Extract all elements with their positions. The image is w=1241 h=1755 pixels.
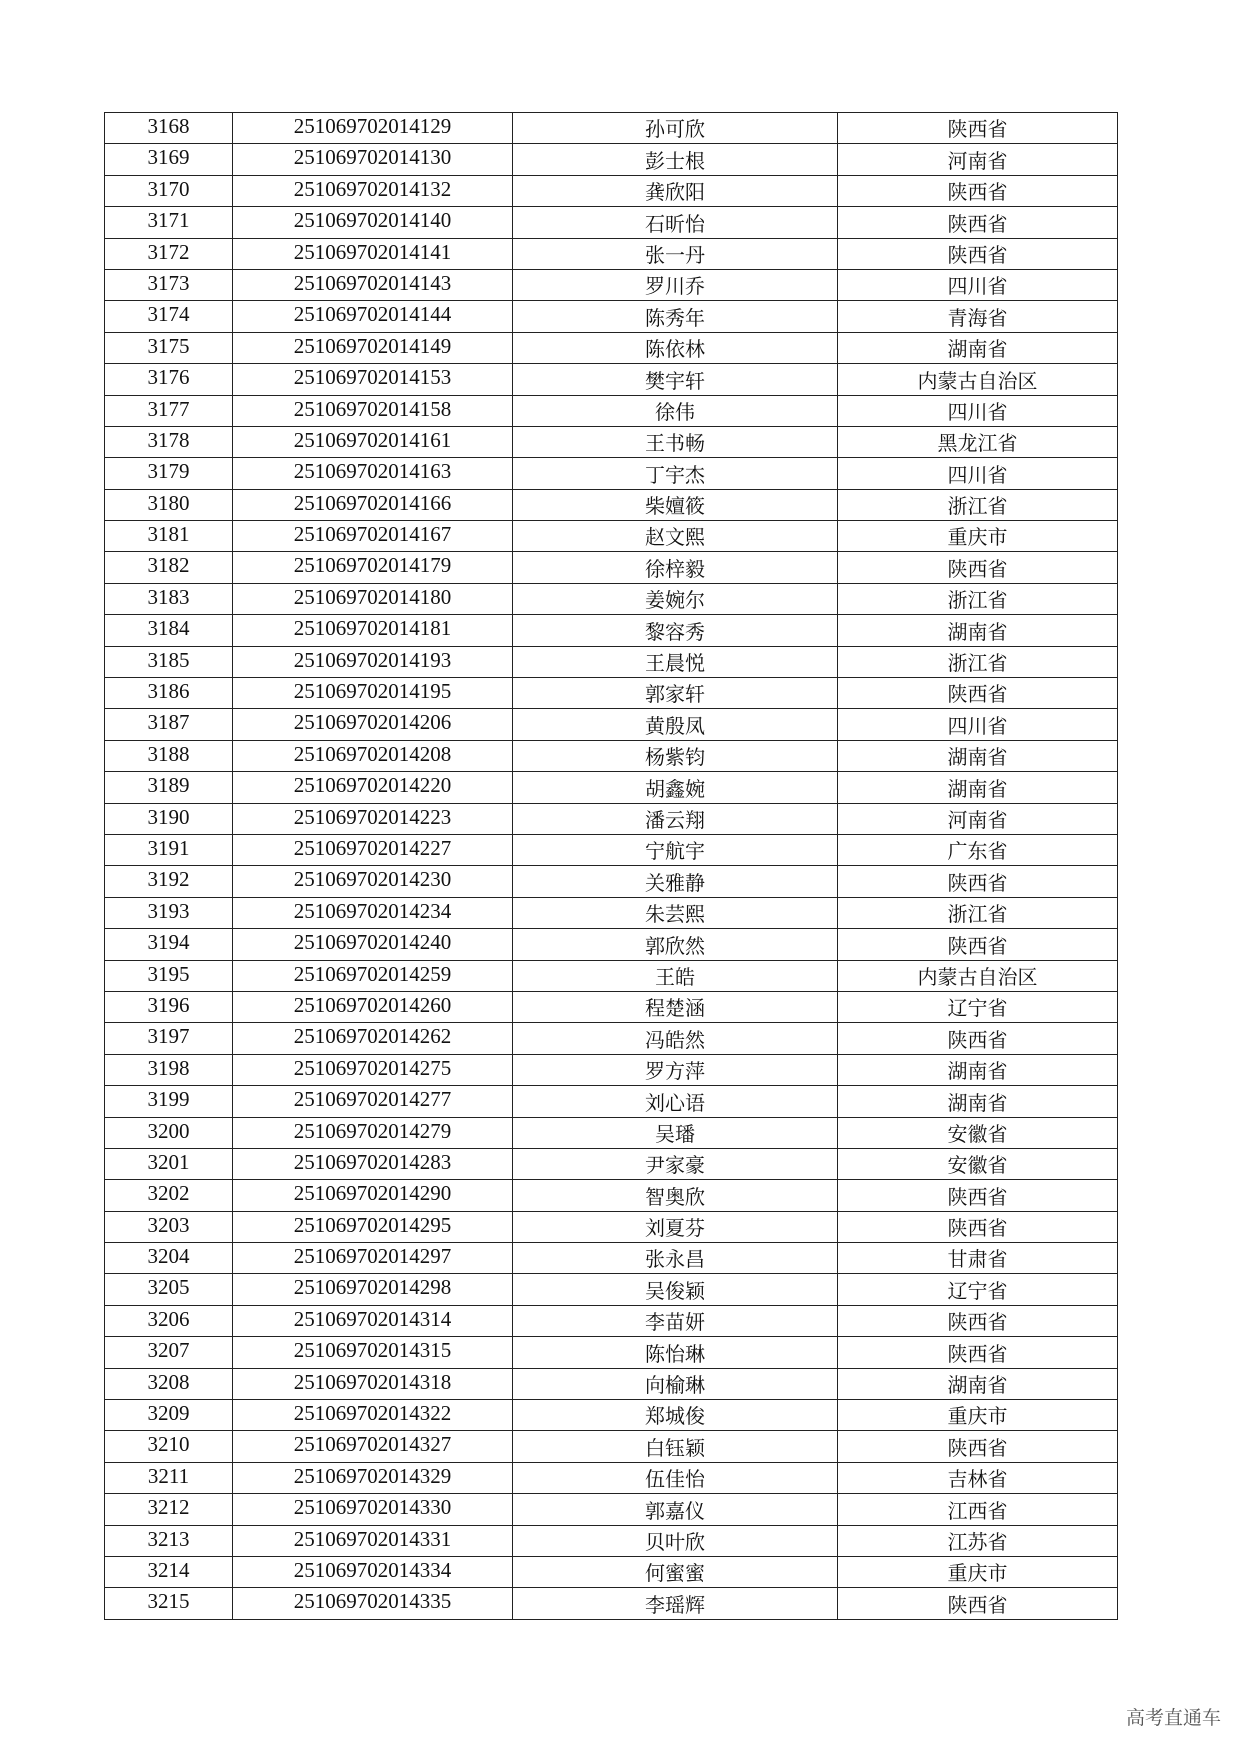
- student-name-cell: 彭士根: [513, 144, 838, 175]
- exam-id-cell: 251069702014179: [233, 552, 513, 583]
- province-cell: 江西省: [838, 1494, 1118, 1525]
- province-cell: 四川省: [838, 709, 1118, 740]
- province-cell: 安徽省: [838, 1117, 1118, 1148]
- exam-id-cell: 251069702014275: [233, 1054, 513, 1085]
- table-row: [105, 1462, 1118, 1493]
- table-row: [105, 175, 1118, 206]
- exam-id-cell: 251069702014223: [233, 803, 513, 834]
- table-row: [105, 1211, 1118, 1242]
- table-row: [105, 458, 1118, 489]
- table-row: [105, 583, 1118, 614]
- table-row: [105, 1337, 1118, 1368]
- sequence-number-cell: 3176: [105, 364, 233, 395]
- table-row: [105, 113, 1118, 144]
- table-row: [105, 803, 1118, 834]
- sequence-number-cell: 3193: [105, 897, 233, 928]
- sequence-number-cell: 3177: [105, 395, 233, 426]
- table-row: [105, 1400, 1118, 1431]
- province-cell: 广东省: [838, 834, 1118, 865]
- exam-id-cell: 251069702014158: [233, 395, 513, 426]
- exam-id-cell: 251069702014153: [233, 364, 513, 395]
- table-row: [105, 1368, 1118, 1399]
- province-cell: 内蒙古自治区: [838, 364, 1118, 395]
- exam-id-cell: 251069702014163: [233, 458, 513, 489]
- table-row: [105, 991, 1118, 1022]
- sequence-number-cell: 3205: [105, 1274, 233, 1305]
- sequence-number-cell: 3195: [105, 960, 233, 991]
- sequence-number-cell: 3209: [105, 1400, 233, 1431]
- exam-id-cell: 251069702014230: [233, 866, 513, 897]
- student-name-cell: 李苗妍: [513, 1305, 838, 1336]
- student-name-cell: 黄殷凤: [513, 709, 838, 740]
- roster-table: [104, 112, 1118, 1620]
- student-name-cell: 刘夏芬: [513, 1211, 838, 1242]
- exam-id-cell: 251069702014290: [233, 1180, 513, 1211]
- sequence-number-cell: 3170: [105, 175, 233, 206]
- student-name-cell: 陈怡琳: [513, 1337, 838, 1368]
- table-row: [105, 678, 1118, 709]
- student-name-cell: 陈依林: [513, 332, 838, 363]
- exam-id-cell: 251069702014166: [233, 489, 513, 520]
- table-row: [105, 1494, 1118, 1525]
- table-row: [105, 1305, 1118, 1336]
- student-name-cell: 何蜜蜜: [513, 1556, 838, 1587]
- province-cell: 湖南省: [838, 615, 1118, 646]
- exam-id-cell: 251069702014334: [233, 1556, 513, 1587]
- province-cell: 陕西省: [838, 1023, 1118, 1054]
- table-row: [105, 1243, 1118, 1274]
- province-cell: 陕西省: [838, 1180, 1118, 1211]
- sequence-number-cell: 3192: [105, 866, 233, 897]
- exam-id-cell: 251069702014314: [233, 1305, 513, 1336]
- exam-id-cell: 251069702014143: [233, 269, 513, 300]
- sequence-number-cell: 3197: [105, 1023, 233, 1054]
- sequence-number-cell: 3190: [105, 803, 233, 834]
- student-name-cell: 樊宇轩: [513, 364, 838, 395]
- province-cell: 湖南省: [838, 1054, 1118, 1085]
- province-cell: 河南省: [838, 144, 1118, 175]
- table-row: [105, 1180, 1118, 1211]
- table-row: [105, 1556, 1118, 1587]
- exam-id-cell: 251069702014140: [233, 207, 513, 238]
- student-name-cell: 王书畅: [513, 426, 838, 457]
- table-row: [105, 646, 1118, 677]
- exam-id-cell: 251069702014129: [233, 113, 513, 144]
- province-cell: 陕西省: [838, 866, 1118, 897]
- table-row: [105, 238, 1118, 269]
- student-name-cell: 徐伟: [513, 395, 838, 426]
- table-row: [105, 960, 1118, 991]
- province-cell: 陕西省: [838, 175, 1118, 206]
- exam-id-cell: 251069702014327: [233, 1431, 513, 1462]
- sequence-number-cell: 3179: [105, 458, 233, 489]
- sequence-number-cell: 3208: [105, 1368, 233, 1399]
- table-row: [105, 207, 1118, 238]
- table-row: [105, 772, 1118, 803]
- sequence-number-cell: 3178: [105, 426, 233, 457]
- sequence-number-cell: 3211: [105, 1462, 233, 1493]
- student-name-cell: 柴嬗筱: [513, 489, 838, 520]
- exam-id-cell: 251069702014335: [233, 1588, 513, 1619]
- sequence-number-cell: 3171: [105, 207, 233, 238]
- student-name-cell: 吴俊颖: [513, 1274, 838, 1305]
- sequence-number-cell: 3214: [105, 1556, 233, 1587]
- province-cell: 安徽省: [838, 1148, 1118, 1179]
- exam-id-cell: 251069702014141: [233, 238, 513, 269]
- table-row: [105, 521, 1118, 552]
- exam-id-cell: 251069702014193: [233, 646, 513, 677]
- sequence-number-cell: 3204: [105, 1243, 233, 1274]
- province-cell: 辽宁省: [838, 991, 1118, 1022]
- exam-id-cell: 251069702014240: [233, 929, 513, 960]
- student-name-cell: 张一丹: [513, 238, 838, 269]
- student-name-cell: 潘云翔: [513, 803, 838, 834]
- student-name-cell: 郭欣然: [513, 929, 838, 960]
- sequence-number-cell: 3168: [105, 113, 233, 144]
- student-name-cell: 冯皓然: [513, 1023, 838, 1054]
- exam-id-cell: 251069702014149: [233, 332, 513, 363]
- exam-id-cell: 251069702014283: [233, 1148, 513, 1179]
- exam-id-cell: 251069702014167: [233, 521, 513, 552]
- exam-id-cell: 251069702014144: [233, 301, 513, 332]
- table-row: [105, 834, 1118, 865]
- sequence-number-cell: 3181: [105, 521, 233, 552]
- province-cell: 浙江省: [838, 583, 1118, 614]
- table-row: [105, 1588, 1118, 1619]
- watermark: 高考直通车: [1125, 1707, 1221, 1729]
- student-name-cell: 黎容秀: [513, 615, 838, 646]
- table-row: [105, 1023, 1118, 1054]
- exam-id-cell: 251069702014331: [233, 1525, 513, 1556]
- table-row: [105, 144, 1118, 175]
- province-cell: 浙江省: [838, 489, 1118, 520]
- province-cell: 四川省: [838, 458, 1118, 489]
- table-row: [105, 740, 1118, 771]
- table-row: [105, 1117, 1118, 1148]
- exam-id-cell: 251069702014298: [233, 1274, 513, 1305]
- province-cell: 湖南省: [838, 1368, 1118, 1399]
- table-row: [105, 426, 1118, 457]
- exam-id-cell: 251069702014259: [233, 960, 513, 991]
- province-cell: 陕西省: [838, 1588, 1118, 1619]
- student-name-cell: 贝叶欣: [513, 1525, 838, 1556]
- sequence-number-cell: 3187: [105, 709, 233, 740]
- table-row: [105, 332, 1118, 363]
- province-cell: 江苏省: [838, 1525, 1118, 1556]
- sequence-number-cell: 3215: [105, 1588, 233, 1619]
- student-name-cell: 程楚涵: [513, 991, 838, 1022]
- table-row: [105, 1431, 1118, 1462]
- province-cell: 陕西省: [838, 552, 1118, 583]
- sequence-number-cell: 3202: [105, 1180, 233, 1211]
- exam-id-cell: 251069702014234: [233, 897, 513, 928]
- province-cell: 黑龙江省: [838, 426, 1118, 457]
- student-name-cell: 李瑶辉: [513, 1588, 838, 1619]
- province-cell: 重庆市: [838, 1556, 1118, 1587]
- province-cell: 陕西省: [838, 678, 1118, 709]
- sequence-number-cell: 3180: [105, 489, 233, 520]
- sequence-number-cell: 3198: [105, 1054, 233, 1085]
- table-row: [105, 489, 1118, 520]
- sequence-number-cell: 3206: [105, 1305, 233, 1336]
- province-cell: 浙江省: [838, 646, 1118, 677]
- roster-body: [105, 113, 1118, 1620]
- student-name-cell: 丁宇杰: [513, 458, 838, 489]
- sequence-number-cell: 3199: [105, 1086, 233, 1117]
- sequence-number-cell: 3196: [105, 991, 233, 1022]
- table-row: [105, 1525, 1118, 1556]
- sequence-number-cell: 3201: [105, 1148, 233, 1179]
- sequence-number-cell: 3185: [105, 646, 233, 677]
- sequence-number-cell: 3210: [105, 1431, 233, 1462]
- exam-id-cell: 251069702014260: [233, 991, 513, 1022]
- sequence-number-cell: 3169: [105, 144, 233, 175]
- student-name-cell: 孙可欣: [513, 113, 838, 144]
- student-name-cell: 姜婉尔: [513, 583, 838, 614]
- province-cell: 陕西省: [838, 238, 1118, 269]
- province-cell: 陕西省: [838, 1211, 1118, 1242]
- student-name-cell: 朱芸熙: [513, 897, 838, 928]
- province-cell: 陕西省: [838, 929, 1118, 960]
- table-row: [105, 1274, 1118, 1305]
- student-name-cell: 杨紫钧: [513, 740, 838, 771]
- province-cell: 浙江省: [838, 897, 1118, 928]
- exam-id-cell: 251069702014208: [233, 740, 513, 771]
- student-name-cell: 罗川乔: [513, 269, 838, 300]
- province-cell: 河南省: [838, 803, 1118, 834]
- table-row: [105, 301, 1118, 332]
- student-name-cell: 刘心语: [513, 1086, 838, 1117]
- province-cell: 辽宁省: [838, 1274, 1118, 1305]
- exam-id-cell: 251069702014318: [233, 1368, 513, 1399]
- student-name-cell: 徐梓毅: [513, 552, 838, 583]
- student-name-cell: 龚欣阳: [513, 175, 838, 206]
- sequence-number-cell: 3186: [105, 678, 233, 709]
- province-cell: 青海省: [838, 301, 1118, 332]
- sequence-number-cell: 3182: [105, 552, 233, 583]
- sequence-number-cell: 3200: [105, 1117, 233, 1148]
- exam-id-cell: 251069702014262: [233, 1023, 513, 1054]
- province-cell: 吉林省: [838, 1462, 1118, 1493]
- table-row: [105, 364, 1118, 395]
- province-cell: 四川省: [838, 395, 1118, 426]
- student-name-cell: 郭家轩: [513, 678, 838, 709]
- student-name-cell: 宁航宇: [513, 834, 838, 865]
- student-name-cell: 尹家豪: [513, 1148, 838, 1179]
- table-row: [105, 866, 1118, 897]
- table-row: [105, 897, 1118, 928]
- sequence-number-cell: 3189: [105, 772, 233, 803]
- province-cell: 重庆市: [838, 521, 1118, 552]
- exam-id-cell: 251069702014277: [233, 1086, 513, 1117]
- table-row: [105, 929, 1118, 960]
- table-row: [105, 269, 1118, 300]
- sequence-number-cell: 3194: [105, 929, 233, 960]
- exam-id-cell: 251069702014315: [233, 1337, 513, 1368]
- sequence-number-cell: 3203: [105, 1211, 233, 1242]
- student-name-cell: 关雅静: [513, 866, 838, 897]
- province-cell: 湖南省: [838, 740, 1118, 771]
- table-row: [105, 395, 1118, 426]
- sequence-number-cell: 3175: [105, 332, 233, 363]
- sequence-number-cell: 3173: [105, 269, 233, 300]
- province-cell: 湖南省: [838, 772, 1118, 803]
- table-row: [105, 1086, 1118, 1117]
- student-name-cell: 郭嘉仪: [513, 1494, 838, 1525]
- exam-id-cell: 251069702014330: [233, 1494, 513, 1525]
- table-row: [105, 1148, 1118, 1179]
- province-cell: 重庆市: [838, 1400, 1118, 1431]
- sequence-number-cell: 3212: [105, 1494, 233, 1525]
- student-name-cell: 王晨悦: [513, 646, 838, 677]
- student-name-cell: 吴璠: [513, 1117, 838, 1148]
- exam-id-cell: 251069702014206: [233, 709, 513, 740]
- sequence-number-cell: 3174: [105, 301, 233, 332]
- province-cell: 陕西省: [838, 1337, 1118, 1368]
- table-row: [105, 552, 1118, 583]
- exam-id-cell: 251069702014161: [233, 426, 513, 457]
- student-name-cell: 陈秀年: [513, 301, 838, 332]
- province-cell: 陕西省: [838, 1431, 1118, 1462]
- province-cell: 湖南省: [838, 332, 1118, 363]
- sequence-number-cell: 3213: [105, 1525, 233, 1556]
- exam-id-cell: 251069702014322: [233, 1400, 513, 1431]
- exam-id-cell: 251069702014130: [233, 144, 513, 175]
- exam-id-cell: 251069702014220: [233, 772, 513, 803]
- sequence-number-cell: 3191: [105, 834, 233, 865]
- student-name-cell: 郑城俊: [513, 1400, 838, 1431]
- province-cell: 甘肃省: [838, 1243, 1118, 1274]
- table-row: [105, 1054, 1118, 1085]
- student-name-cell: 赵文熙: [513, 521, 838, 552]
- sequence-number-cell: 3184: [105, 615, 233, 646]
- student-name-cell: 石昕怡: [513, 207, 838, 238]
- exam-id-cell: 251069702014227: [233, 834, 513, 865]
- exam-id-cell: 251069702014297: [233, 1243, 513, 1274]
- sequence-number-cell: 3188: [105, 740, 233, 771]
- student-name-cell: 白钰颖: [513, 1431, 838, 1462]
- sequence-number-cell: 3172: [105, 238, 233, 269]
- province-cell: 陕西省: [838, 207, 1118, 238]
- table-row: [105, 709, 1118, 740]
- exam-id-cell: 251069702014329: [233, 1462, 513, 1493]
- province-cell: 陕西省: [838, 1305, 1118, 1336]
- province-cell: 内蒙古自治区: [838, 960, 1118, 991]
- province-cell: 四川省: [838, 269, 1118, 300]
- exam-id-cell: 251069702014295: [233, 1211, 513, 1242]
- sequence-number-cell: 3207: [105, 1337, 233, 1368]
- sequence-number-cell: 3183: [105, 583, 233, 614]
- province-cell: 湖南省: [838, 1086, 1118, 1117]
- table-row: [105, 615, 1118, 646]
- exam-id-cell: 251069702014195: [233, 678, 513, 709]
- student-name-cell: 伍佳怡: [513, 1462, 838, 1493]
- student-name-cell: 向榆琳: [513, 1368, 838, 1399]
- student-name-cell: 智奥欣: [513, 1180, 838, 1211]
- exam-id-cell: 251069702014181: [233, 615, 513, 646]
- student-name-cell: 张永昌: [513, 1243, 838, 1274]
- exam-id-cell: 251069702014180: [233, 583, 513, 614]
- province-cell: 陕西省: [838, 113, 1118, 144]
- exam-id-cell: 251069702014132: [233, 175, 513, 206]
- exam-id-cell: 251069702014279: [233, 1117, 513, 1148]
- student-name-cell: 胡鑫婉: [513, 772, 838, 803]
- student-name-cell: 罗方萍: [513, 1054, 838, 1085]
- student-name-cell: 王皓: [513, 960, 838, 991]
